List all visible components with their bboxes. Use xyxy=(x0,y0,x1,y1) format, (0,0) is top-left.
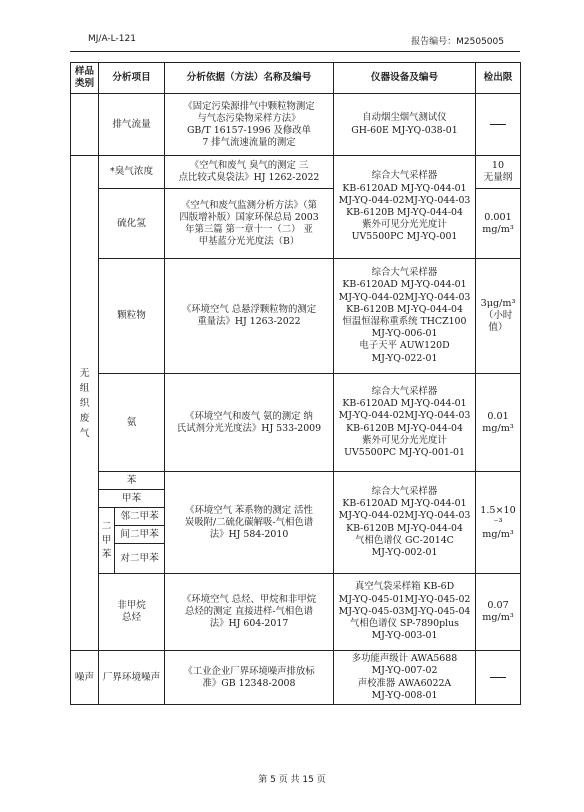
dash-mark xyxy=(490,677,506,678)
item-toluene: 甲苯 xyxy=(99,490,165,508)
item-m-xylene: 间二甲苯 xyxy=(115,526,165,544)
report-number: 报告编号：M2505005 xyxy=(411,37,504,47)
item-benzene: 苯 xyxy=(99,472,165,490)
basis-nh3: 《环境空气和废气 氨的测定 纳 氏试剂分光光度法》HJ 533-2009 xyxy=(165,374,334,472)
limit-h2s: 0.001 mg/m³ xyxy=(476,189,521,259)
table-row xyxy=(71,156,521,189)
col-instrument: 仪器设备及编号 xyxy=(334,63,476,94)
table-row xyxy=(71,574,521,651)
page-footer: 第 5 页 共 15 页 xyxy=(258,775,326,785)
header-rule xyxy=(70,51,520,52)
basis-odor: 《空气和废气 臭气的测定 三 点比较式臭袋法》HJ 1262-2022 xyxy=(165,156,334,189)
item-nmhc: 非甲烷 总烃 xyxy=(99,574,165,651)
document-code: MJ/A-L-121 xyxy=(88,34,136,44)
item-h2s: 硫化氢 xyxy=(99,189,165,259)
instrument-tsp: 综合大气采样器 KB-6120AD MJ-YQ-044-01 MJ-YQ-044-02MJ-YQ-044-03 KB-6120B MJ-YQ-044-04 恒温恒湿称重系统 THCZ100 MJ-YQ-006-01 电子天平 AUW120D MJ-YQ-022-01 xyxy=(334,259,476,374)
limit-benzene-series: 1.5×10⁻³ mg/m³ xyxy=(476,472,521,574)
instrument-nmhc: 真空气袋采样箱 KB-6D MJ-YQ-045-01MJ-YQ-045-02 MJ-YQ-045-03MJ-YQ-045-04 气相色谱仪 SP-7890plus MJ-YQ-003-01 xyxy=(334,574,476,651)
item-noise: 厂界环境噪声 xyxy=(99,651,165,705)
table-header-row xyxy=(71,63,521,94)
limit-noise xyxy=(476,651,521,705)
instrument-noise: 多功能声级计 AWA5688 MJ-YQ-007-02 声校准器 AWA6022A MJ-YQ-008-01 xyxy=(334,651,476,705)
sample-category-blank xyxy=(71,94,99,156)
basis-noise: 《工业企业厂界环境噪声排放标 准》GB 12348-2008 xyxy=(165,651,334,705)
limit-flow xyxy=(476,94,521,156)
basis-h2s: 《空气和废气监测分析方法》（第 四版增补版）国家环保总局 2003 年第三篇 第一章十一（二） 亚 甲基蓝分光光度法（B） xyxy=(165,189,334,259)
limit-odor: 10 无量纲 xyxy=(476,156,521,189)
table-row xyxy=(71,94,521,156)
table-row xyxy=(71,259,521,374)
col-analysis-item: 分析项目 xyxy=(99,63,165,94)
table-row xyxy=(71,472,521,490)
limit-nh3: 0.01 mg/m³ xyxy=(476,374,521,472)
sample-category-noise: 噪声 xyxy=(71,651,99,705)
dash-mark xyxy=(490,124,506,125)
instrument-benzene-series: 综合大气采样器 KB-6120AD MJ-YQ-044-01 MJ-YQ-044-02MJ-YQ-044-03 KB-6120B MJ-YQ-044-04 气相色谱仪 GC-2014C MJ-YQ-002-01 xyxy=(334,472,476,574)
analysis-method-table xyxy=(70,62,521,705)
limit-tsp: 3μg/m³ （小时 值） xyxy=(476,259,521,374)
instrument-flow: 自动烟尘烟气测试仪 GH-60E MJ-YQ-038-01 xyxy=(334,94,476,156)
basis-tsp: 《环境空气 总悬浮颗粒物的测定 重量法》HJ 1263-2022 xyxy=(165,259,334,374)
item-tsp: 颗粒物 xyxy=(99,259,165,374)
table-row xyxy=(71,374,521,472)
limit-nmhc: 0.07 mg/m³ xyxy=(476,574,521,651)
basis-nmhc: 《环境空气 总烃、甲烷和非甲烷 总烃的测定 直接进样-气相色谱 法》HJ 604-2017 xyxy=(165,574,334,651)
col-method-basis: 分析依据（方法）名称及编号 xyxy=(165,63,334,94)
basis-flow: 《固定污染源排气中颗粒物测定 与气态污染物采样方法》 GB/T 16157-1996 及修改单 7 排气流速流量的测定 xyxy=(165,94,334,156)
col-sample-category: 样品类别 xyxy=(71,63,99,94)
col-detection-limit: 检出限 xyxy=(476,63,521,94)
item-nh3: 氨 xyxy=(99,374,165,472)
sample-category-fugitive: 无 组 织 废 气 xyxy=(71,156,99,651)
item-p-xylene: 对二甲苯 xyxy=(115,544,165,574)
basis-benzene-series: 《环境空气 苯系物的测定 活性 炭吸附/二硫化碳解吸-气相色谱 法》HJ 584-2010 xyxy=(165,472,334,574)
item-xylene-group: 二 甲 苯 xyxy=(99,508,115,574)
instrument-h2s: 综合大气采样器 KB-6120AD MJ-YQ-044-01 MJ-YQ-044-02MJ-YQ-044-03 KB-6120B MJ-YQ-044-04 紫外可见分光光度计 UV5500PC MJ-YQ-001 xyxy=(334,156,476,259)
item-odor: *臭气浓度 xyxy=(99,156,165,189)
table-row xyxy=(71,651,521,705)
instrument-nh3: 综合大气采样器 KB-6120AD MJ-YQ-044-01 MJ-YQ-044-02MJ-YQ-044-03 KB-6120B MJ-YQ-044-04 紫外可见分光光度计 UV5500PC MJ-YQ-001-01 xyxy=(334,374,476,472)
item-o-xylene: 邻二甲苯 xyxy=(115,508,165,526)
item-flow: 排气流量 xyxy=(99,94,165,156)
